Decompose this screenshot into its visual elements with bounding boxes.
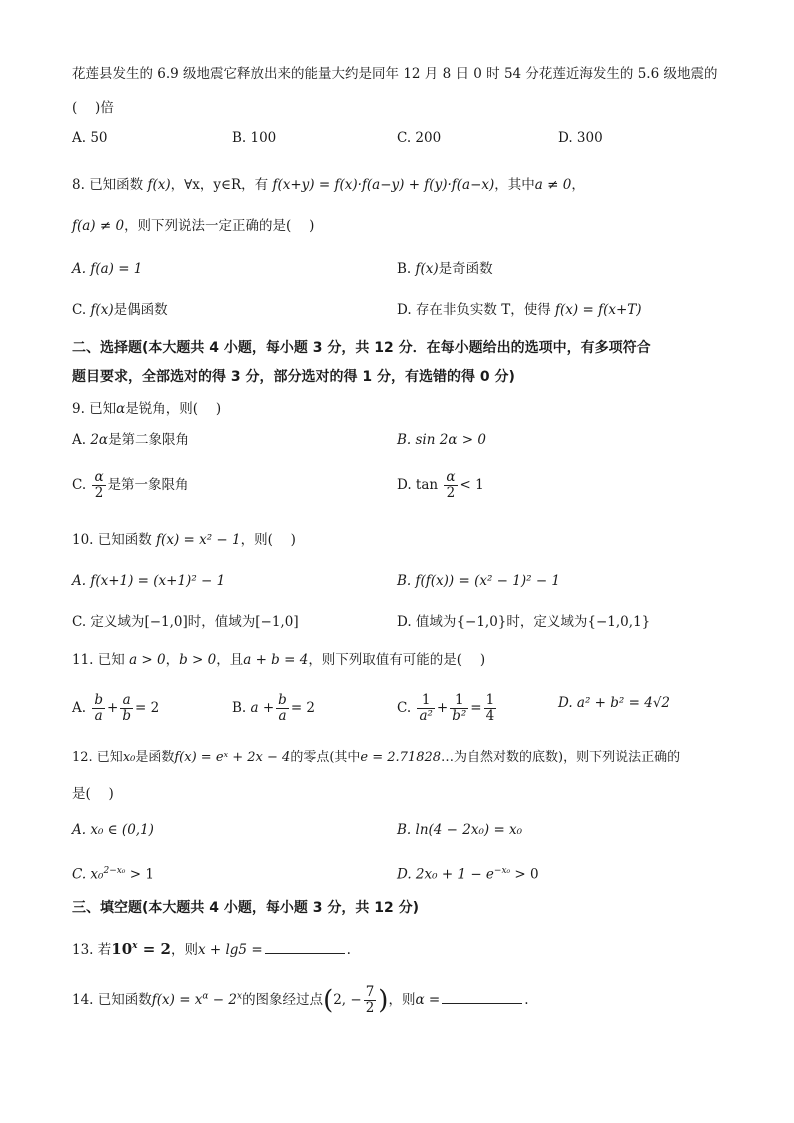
- q8-option-b-label: B.: [397, 261, 412, 277]
- q10-stem-math: f(x) = x² − 1: [156, 532, 241, 548]
- q12-option-a: [72, 820, 154, 840]
- q9-option-b-text: B. sin 2α > 0: [397, 432, 486, 448]
- q10-option-c-m2: [−1,0]: [255, 614, 299, 630]
- q9-alpha: α: [116, 401, 126, 417]
- q10-option-b-text: B. f(f(x)) = (x² − 1)² − 1: [397, 573, 561, 589]
- q10-option-d-m1: {−1,0}: [456, 614, 507, 630]
- q10-option-c-a: C. 定义域为: [72, 614, 145, 630]
- q11-a-eq: = 2: [134, 700, 160, 716]
- q8-text-d: ，则下列说法一定正确的是( ): [124, 218, 315, 234]
- q13-sup: x: [132, 941, 138, 951]
- q8-option-d: [397, 300, 642, 320]
- q7-option-c: C. 200: [397, 130, 442, 146]
- q7-option-a: A. 50: [72, 130, 108, 146]
- q11-sep: ，: [165, 652, 180, 668]
- q11-a-frac2: [120, 693, 133, 724]
- q8-number: 8.: [72, 177, 85, 193]
- q8-option-c-math: f(x): [90, 302, 114, 318]
- q13-stem: [72, 936, 351, 960]
- q8-option-b: [397, 259, 493, 279]
- q11-a-plus: +: [107, 700, 119, 716]
- q8-text-a: 已知函数: [89, 177, 144, 193]
- q11-option-c-label: C.: [397, 700, 412, 716]
- q11-option-c: [397, 693, 498, 724]
- q8-condition: f(x+y) = f(x)·f(a−y) + f(y)·f(a−x): [272, 177, 495, 193]
- q8-option-d-math: f(x) = f(x+T): [555, 302, 642, 318]
- q10-option-c-b: 时，值域为: [187, 614, 256, 630]
- q10-option-c-m1: [−1,0]: [144, 614, 188, 630]
- q14-answer-blank[interactable]: [442, 989, 522, 1004]
- q9-option-c-fraction: [92, 470, 105, 501]
- q14-sup-x: x: [236, 991, 243, 1002]
- q14-frac-den: 2: [365, 1000, 375, 1016]
- q10-option-d-b: 时，定义域为: [506, 614, 588, 630]
- q8-option-b-text: 是奇函数: [438, 261, 493, 277]
- q8-fx: f(x): [147, 177, 171, 193]
- q10-option-b: [397, 571, 560, 591]
- q11-stem: [72, 650, 485, 670]
- q12-option-d-post: > 0: [510, 866, 539, 883]
- q11-c-f2d: b²: [452, 708, 467, 724]
- q8-stem-line2: [72, 216, 314, 236]
- q10-stem-pre: 10. 已知函数: [72, 532, 152, 548]
- q14-pre: 14. 已知函数: [72, 992, 152, 1008]
- q12-option-a-text: A. x₀ ∈ (0,1): [72, 822, 154, 838]
- q11-a-f1n: b: [94, 692, 103, 708]
- q8-text-c: ，其中: [494, 177, 535, 193]
- q7-stem-line2: ( )倍: [72, 100, 114, 116]
- q10-option-d: [397, 612, 650, 632]
- q7-option-b: B. 100: [232, 130, 277, 146]
- q9-option-d-label: D. tan: [397, 477, 439, 493]
- q11-option-a: [72, 693, 159, 724]
- section3-heading: 三、填空题(本大题共 4 小题，每小题 3 分，共 12 分): [72, 900, 420, 916]
- q9-c-frac-den: 2: [94, 485, 104, 501]
- q11-b-frac: [276, 693, 289, 724]
- q7-option-d: D. 300: [558, 130, 603, 146]
- q11-c-f1d: a²: [419, 708, 433, 724]
- q10-option-c: [72, 612, 299, 632]
- q13-expr: x + lg5 =: [197, 942, 263, 958]
- q10-option-a: [72, 571, 225, 591]
- q14-frac: [364, 985, 377, 1016]
- q8-option-a: [72, 259, 142, 279]
- q14-stem: 14. 已知函数$f(x) = x^\alpha - 2^x$的图象经过点(2, − $\frac{7}{2}$ )，则α = .: [72, 984, 529, 1016]
- q12-option-c-post: > 1: [125, 866, 154, 883]
- q11-option-d-text: D. a² + b² = 4√2: [558, 695, 671, 711]
- q9-stem: [72, 399, 221, 419]
- q9-d-frac-den: 2: [446, 485, 456, 501]
- q9-option-b: [397, 430, 486, 450]
- q11-m1: a > 0: [129, 652, 166, 668]
- q8-option-c: [72, 300, 168, 320]
- q12-option-c-sup: 2−x₀: [103, 866, 126, 876]
- q10-option-d-a: D. 值域为: [397, 614, 457, 630]
- q9-option-a-text: 是第二象限角: [108, 432, 190, 448]
- q11-b-fn: b: [278, 692, 287, 708]
- q12-stem-line2: 是( ): [72, 786, 114, 802]
- q14-point-pre: 2, −: [333, 992, 362, 1008]
- q11-c-frac1: [417, 693, 434, 724]
- q12-option-d: [397, 861, 539, 885]
- q12-option-c-pre: C. x₀: [72, 866, 104, 883]
- q8-stem-line1: 8. 已知函数 f(x)，∀x，y∈R，有 f(x+y) = f(x)·f(a−y) + f(y)·f(a−x)，其中a ≠ 0，: [72, 177, 585, 193]
- q12-stem-c: 的零点(其中: [290, 750, 361, 765]
- q9-option-a-math: 2α: [90, 432, 109, 448]
- q11-m3: a + b = 4: [243, 652, 309, 668]
- q11-c-f2n: 1: [450, 693, 468, 709]
- q8-cond2: a ≠ 0: [534, 177, 572, 193]
- q11-a-f2d: b: [122, 708, 131, 724]
- q11-a-f1d: a: [94, 708, 103, 724]
- q11-a-frac1: [92, 693, 105, 724]
- q13-math: 10: [111, 940, 133, 958]
- q8-option-a-text: A. f(a) = 1: [72, 261, 143, 277]
- q12-stem-d: …为自然对数的底数)，则下列说法正确的: [441, 750, 681, 765]
- q11-stem-post: ，则下列取值有可能的是( ): [308, 652, 486, 668]
- q8-option-b-math: f(x): [415, 261, 439, 277]
- q9-stem-pre: 9. 已知: [72, 401, 117, 417]
- q11-b-fd: a: [278, 708, 287, 724]
- q11-c-frac3: [484, 693, 497, 724]
- q11-c-f3d: 4: [485, 708, 495, 724]
- q9-option-d-tail: < 1: [459, 477, 484, 493]
- q11-c-f3n: 1: [485, 692, 495, 708]
- q12-stem-line1: [72, 748, 680, 768]
- q14-minus: − 2: [208, 992, 237, 1008]
- q10-option-a-text: A. f(x+1) = (x+1)² − 1: [72, 573, 226, 589]
- q9-option-d: [397, 470, 484, 501]
- q11-option-b-label: B.: [232, 700, 247, 716]
- q12-x0: x₀: [122, 750, 136, 765]
- q11-option-d: [558, 693, 670, 713]
- q10-stem: [72, 530, 296, 550]
- q8-option-d-text: D. 存在非负实数 T，使得: [397, 302, 551, 318]
- q8-option-c-label: C.: [72, 302, 87, 318]
- q14-post: ，则: [388, 992, 416, 1008]
- q14-mid: 的图象经过点: [242, 992, 324, 1008]
- q13-pre: 13. 若: [72, 942, 112, 958]
- q8-option-c-text: 是偶函数: [113, 302, 168, 318]
- q14-end: .: [524, 992, 529, 1008]
- q14-frac-num: 7: [365, 984, 375, 1000]
- q9-option-a-label: A.: [72, 432, 87, 448]
- q9-d-frac-num: α: [446, 469, 456, 485]
- q14-func: f(x) = x: [151, 992, 203, 1008]
- q13-end: .: [346, 942, 351, 958]
- q9-option-c: [72, 470, 189, 501]
- q12-option-b: [397, 820, 522, 840]
- q12-stem-a: 12. 已知: [72, 750, 123, 765]
- q10-stem-post: ，则( ): [240, 532, 296, 548]
- q9-option-d-fraction: [444, 470, 457, 501]
- q11-c-plus: +: [436, 700, 449, 716]
- q13-mid: ，则: [170, 942, 198, 958]
- q12-func: f(x) = eˣ + 2x − 4: [174, 750, 291, 765]
- q9-stem-post: 是锐角，则( ): [125, 401, 222, 417]
- q12-e-val: e = 2.71828: [360, 750, 442, 765]
- q12-option-c: [72, 861, 154, 885]
- q11-m2: b > 0: [179, 652, 217, 668]
- q13-answer-blank[interactable]: [265, 939, 345, 954]
- q9-option-a: [72, 430, 189, 450]
- q10-option-d-m2: {−1,0,1}: [587, 614, 651, 630]
- q11-mid: ，且: [216, 652, 244, 668]
- q11-option-b: [232, 693, 315, 724]
- q11-b-pre: a +: [250, 700, 275, 716]
- q11-c-eq: =: [470, 700, 482, 716]
- q8-cond3: f(a) ≠ 0: [72, 218, 125, 234]
- q11-c-frac2: [450, 693, 468, 724]
- q12-stem-b: 是函数: [135, 750, 175, 765]
- section2-heading-line2: 题目要求，全部选对的得 3 分，部分选对的得 1 分，有选错的得 0 分): [72, 369, 515, 385]
- q9-option-c-text: 是第一象限角: [107, 477, 189, 493]
- q12-option-d-pre: D. 2x₀ + 1 − e: [397, 866, 494, 883]
- q14-alpha-eq: α =: [415, 992, 441, 1008]
- q13-eq: = 2: [137, 940, 171, 958]
- q9-option-c-label: C.: [72, 477, 87, 493]
- q11-b-eq: = 2: [290, 700, 316, 716]
- q11-stem-pre: 11. 已知: [72, 652, 125, 668]
- q7-stem-line1: 花莲县发生的 6.9 级地震它释放出来的能量大约是同年 12 月 8 日 0 时 54 分花莲近海发生的 5.6 级地震的: [72, 66, 718, 82]
- q14-sup-a: α: [202, 991, 209, 1002]
- q11-option-a-label: A.: [72, 700, 87, 716]
- q12-option-b-text: B. ln(4 − 2x₀) = x₀: [397, 822, 523, 838]
- q12-option-d-sup: −x₀: [493, 866, 511, 876]
- section2-heading-line1: 二、选择题(本大题共 4 小题，每小题 3 分，共 12 分．在每小题给出的选项中，有多项符合: [72, 340, 651, 356]
- q8-text-b: ，∀x，y∈R，有: [170, 177, 269, 193]
- q11-a-f2n: a: [120, 693, 133, 709]
- q9-c-frac-num: α: [94, 469, 104, 485]
- q11-c-f1n: 1: [417, 693, 434, 709]
